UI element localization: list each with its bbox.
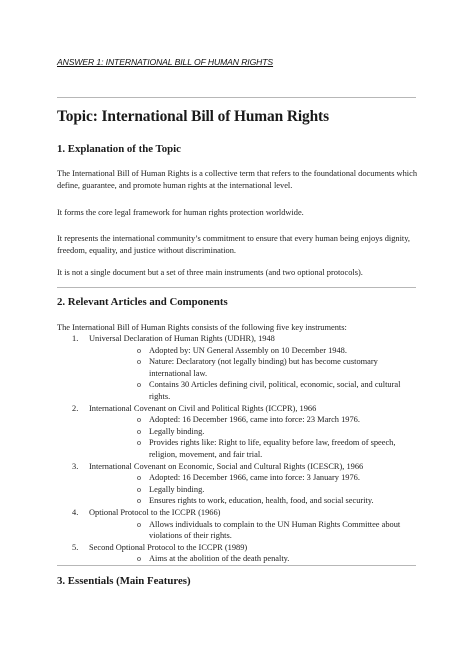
circle-bullet-icon: o [137,473,141,483]
circle-bullet-icon: o [137,484,141,494]
circle-bullet-icon: o [137,438,141,448]
circle-bullet-icon: o [137,357,141,367]
list-number: 3. [72,461,79,471]
sub-list-item [89,426,422,438]
sub-list-text: Allows individuals to complain to the UN Human Rights Committee about violations of their rights. [149,519,401,541]
answer-heading: ANSWER 1: INTERNATIONAL BILL OF HUMAN RIGHTS [57,57,274,67]
instrument-list [57,333,422,565]
list-number: 4. [72,507,79,517]
topic-title: Topic: International Bill of Human Rights [57,108,329,125]
circle-bullet-icon: o [137,519,141,529]
paragraph: It is not a single document but a set of three main instruments (and two optional protocols). [57,268,363,277]
circle-bullet-icon: o [137,415,141,425]
sub-list-text: Contains 30 Articles defining civil, political, economic, social, and cultural rights. [149,380,401,401]
list-item [57,461,422,507]
sub-list [89,345,422,403]
sub-list-text: Aims at the abolition of the death penalty. [149,554,290,564]
sub-list-text: Adopted by: UN General Assembly on 10 December 1948. [149,345,347,355]
list-item-title: Second Optional Protocol to the ICCPR (1989) [89,542,248,552]
list-item [57,403,422,461]
list-item [57,542,422,565]
circle-bullet-icon: o [137,345,141,355]
list-item [57,507,422,542]
sub-list-item [89,484,422,496]
divider [57,565,416,566]
sub-list-item [89,379,422,402]
sub-list [89,414,422,460]
sub-list-item [89,356,422,379]
list-number: 2. [72,403,79,413]
list-item-title: International Covenant on Economic, Social and Cultural Rights (ICESCR), 1966 [89,461,364,471]
list-item [57,333,422,403]
list-number: 5. [72,542,79,552]
sub-list-item [89,495,422,507]
section-heading-essentials: 3. Essentials (Main Features) [57,575,191,587]
list-item-title: Universal Declaration of Human Rights (UDHR), 1948 [89,334,275,343]
sub-list-item [89,519,422,542]
paragraph: It forms the core legal framework for human rights protection worldwide. [57,208,304,217]
paragraph: The International Bill of Human Rights is a collective term that refers to the foundational documents which define, guarantee, and promote human rights at the international level. [57,169,418,190]
sub-list-text: Nature: Declaratory (not legally binding) but has become customary international law. [149,357,378,378]
sub-list-text: Adopted: 16 December 1966, came into force: 3 January 1976. [149,473,360,483]
sub-list [89,472,422,507]
list-item-title: International Covenant on Civil and Political Rights (ICCPR), 1966 [89,403,317,413]
circle-bullet-icon: o [137,554,141,564]
list-number: 1. [72,334,79,343]
section-heading-explanation: 1. Explanation of the Topic [57,143,181,155]
sub-list-text: Adopted: 16 December 1966, came into force: 23 March 1976. [149,415,360,425]
section-heading-articles: 2. Relevant Articles and Components [57,296,228,308]
sub-list-item [89,437,422,460]
circle-bullet-icon: o [137,426,141,436]
sub-list-item [89,472,422,484]
sub-list-item [89,414,422,426]
sub-list-item [89,553,422,565]
sub-list-text: Provides rights like: Right to life, equality before law, freedom of speech, religion, movement, and fair trial. [149,438,396,459]
sub-list-text: Legally binding. [149,484,205,494]
divider [57,97,416,98]
list-intro: The International Bill of Human Rights consists of the following five key instruments: [57,323,347,332]
paragraph: It represents the international community’s commitment to ensure that every human being enjoys dignity, freedom, equality, and justice without discrimination. [57,234,410,255]
sub-list [89,553,422,565]
list-item-title: Optional Protocol to the ICCPR (1966) [89,507,221,517]
circle-bullet-icon: o [137,380,141,390]
circle-bullet-icon: o [137,496,141,506]
divider [57,287,416,288]
sub-list-text: Legally binding. [149,426,205,436]
sub-list [89,519,422,542]
sub-list-item [89,345,422,357]
sub-list-text: Ensures rights to work, education, health, food, and social security. [149,496,374,506]
